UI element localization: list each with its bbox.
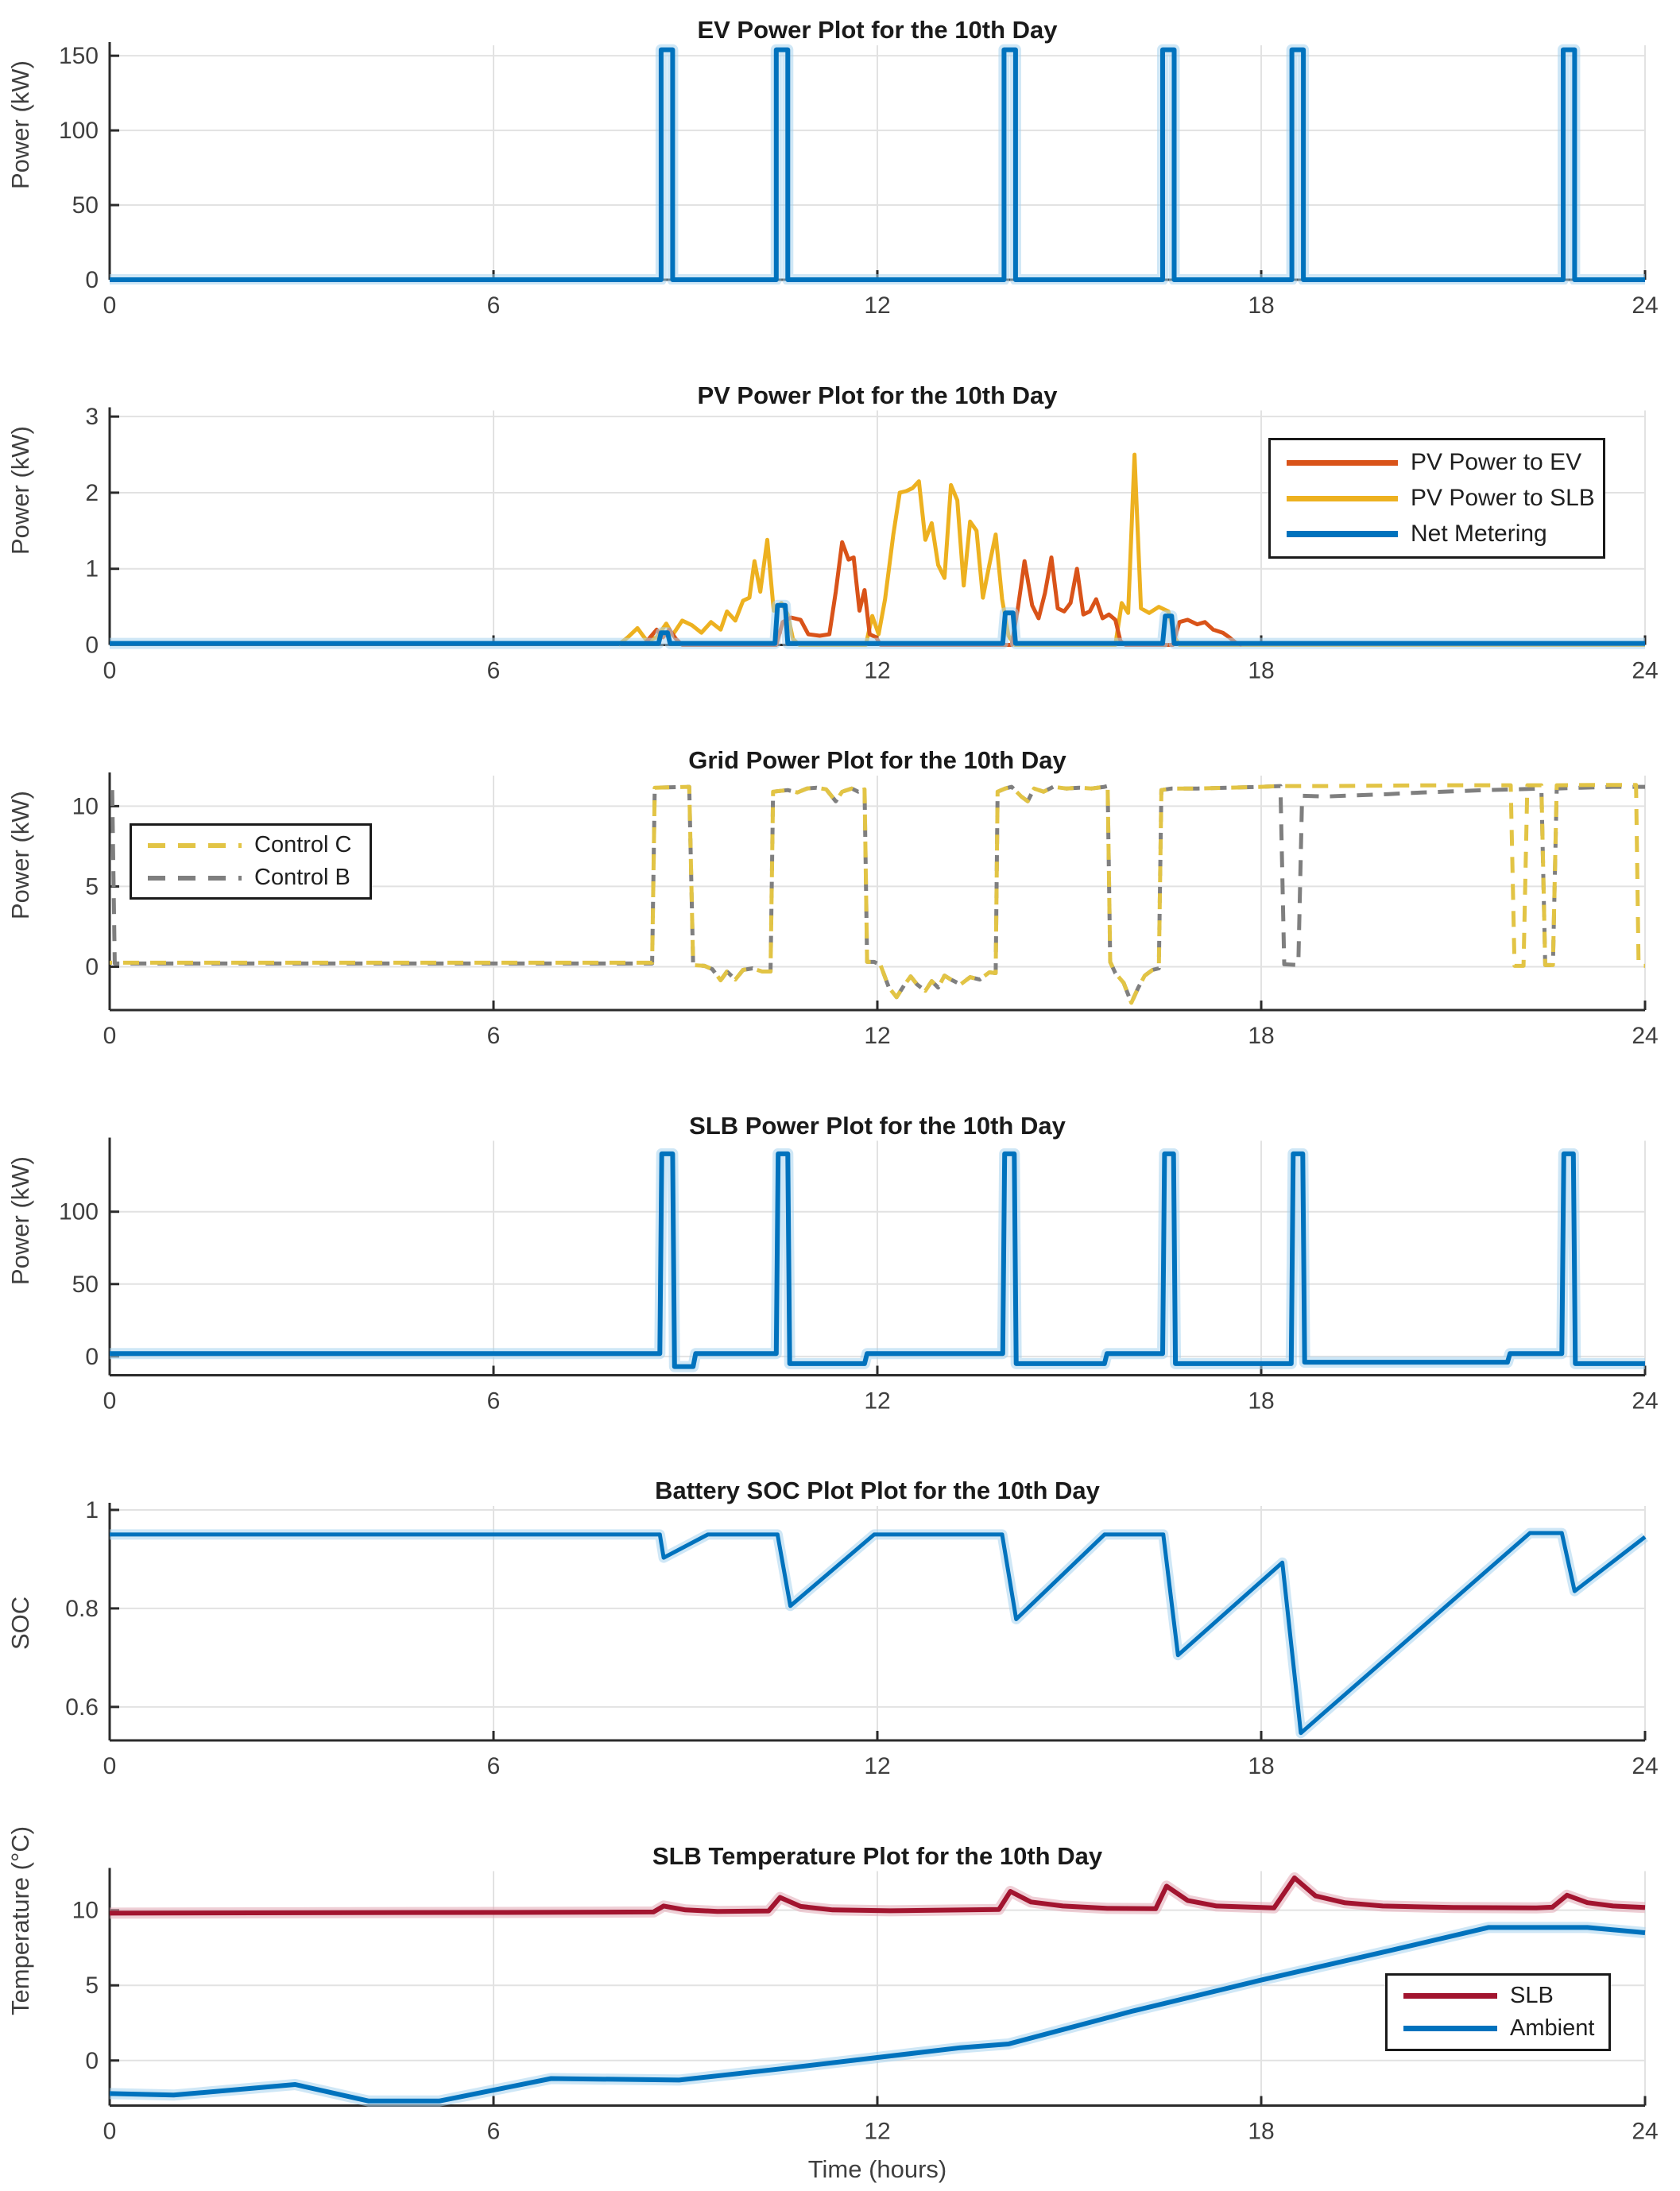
x-tick-label: 6 <box>486 1388 501 1415</box>
subplot-0 <box>59 42 1659 319</box>
y-tick-label: 0 <box>85 954 99 981</box>
y-tick-label: 100 <box>58 1198 99 1225</box>
y-tick-label: 0 <box>85 267 99 293</box>
x-tick-label: 12 <box>864 1388 891 1415</box>
y-axis-label-soc: SOC <box>6 1596 34 1650</box>
x-tick-label: 0 <box>103 1388 117 1415</box>
subplot-3 <box>59 1138 1659 1415</box>
legend-label: PV Power to SLB <box>1411 485 1595 511</box>
legend-label: Ambient <box>1510 2015 1595 2042</box>
y-tick-label: 150 <box>58 43 99 70</box>
y-tick-label: 0 <box>85 2047 99 2074</box>
x-tick-label: 18 <box>1248 1388 1275 1415</box>
x-tick-label: 24 <box>1632 1388 1659 1415</box>
legend-item-net-metering <box>1271 521 1603 548</box>
legend-item-control-b <box>132 865 370 891</box>
y-axis-label-power-3: Power (kW) <box>6 791 34 919</box>
x-tick-label: 0 <box>103 2118 117 2145</box>
y-axis-label-temperature: Temperature (°C) <box>6 1825 34 2015</box>
plot-title-slb-power: SLB Power Plot for the 10th Day <box>689 1112 1066 1140</box>
plot-title-battery-soc: Battery SOC Plot Plot for the 10th Day <box>655 1477 1100 1504</box>
legend-label: SLB <box>1510 1982 1554 2008</box>
x-tick-label: 12 <box>864 1023 891 1049</box>
x-tick-label: 24 <box>1632 2118 1659 2145</box>
x-tick-label: 18 <box>1248 2118 1275 2145</box>
legend-line-pv-power-to-slb <box>1287 496 1398 501</box>
legend-item-pv-power-to-ev <box>1271 449 1603 476</box>
x-tick-label: 18 <box>1248 657 1275 684</box>
y-tick-label: 3 <box>85 404 99 431</box>
x-tick-label: 0 <box>103 1753 117 1779</box>
x-tick-label: 18 <box>1248 1753 1275 1779</box>
y-tick-label: 1 <box>85 1496 99 1523</box>
y-axis-label-power-1: Power (kW) <box>6 60 34 189</box>
x-tick-label: 0 <box>103 292 117 319</box>
y-tick-label: 50 <box>72 1271 99 1298</box>
legend-item-slb <box>1388 1983 1608 2009</box>
x-tick-label: 18 <box>1248 292 1275 319</box>
legend-item-control-c <box>132 832 370 858</box>
x-axis-label-time: Time (hours) <box>807 2155 947 2183</box>
y-tick-label: 0 <box>85 632 99 659</box>
legend-label: Control B <box>254 865 350 890</box>
x-tick-label: 12 <box>864 657 891 684</box>
x-tick-label: 6 <box>486 1753 501 1779</box>
x-tick-label: 12 <box>864 2118 891 2145</box>
y-tick-label: 50 <box>72 192 99 219</box>
legend-label: Control C <box>254 832 352 857</box>
legend-line-pv-power-to-ev <box>1287 460 1398 466</box>
y-tick-label: 0.6 <box>65 1694 99 1721</box>
x-tick-label: 12 <box>864 292 891 319</box>
x-tick-label: 0 <box>103 1023 117 1049</box>
y-tick-label: 5 <box>85 1972 99 1999</box>
legend-line-net-metering <box>1287 531 1398 537</box>
x-tick-label: 24 <box>1632 657 1659 684</box>
legend-label: PV Power to EV <box>1411 449 1582 475</box>
y-tick-label: 1 <box>85 555 99 583</box>
x-tick-label: 24 <box>1632 292 1659 319</box>
series-line-PV Power to EV <box>644 542 1242 645</box>
x-tick-label: 12 <box>864 1753 891 1779</box>
x-tick-label: 6 <box>486 292 501 319</box>
y-tick-label: 10 <box>72 1897 99 1924</box>
x-tick-label: 6 <box>486 657 501 684</box>
x-tick-label: 24 <box>1632 1753 1659 1779</box>
legend-line-control-c <box>148 843 242 848</box>
plot-title-pv-power: PV Power Plot for the 10th Day <box>697 381 1058 409</box>
x-tick-label: 0 <box>103 657 117 684</box>
legend-item-pv-power-to-slb <box>1271 485 1603 512</box>
plot-title-ev-power: EV Power Plot for the 10th Day <box>697 16 1058 44</box>
y-tick-label: 100 <box>58 118 99 145</box>
y-tick-label: 2 <box>85 479 99 506</box>
plot-title-grid-power: Grid Power Plot for the 10th Day <box>688 746 1066 774</box>
subplot-2 <box>72 772 1659 1049</box>
legend-label: Net Metering <box>1411 521 1547 547</box>
legend-line-control-b <box>148 876 242 881</box>
y-tick-label: 0.8 <box>65 1595 99 1622</box>
x-tick-label: 18 <box>1248 1023 1275 1049</box>
legend-item-ambient <box>1388 2015 1608 2042</box>
subplot-4 <box>65 1497 1658 1779</box>
y-tick-label: 0 <box>85 1343 99 1370</box>
legend-line-slb <box>1403 1993 1497 1999</box>
y-axis-label-power-4: Power (kW) <box>6 1156 34 1285</box>
y-tick-label: 10 <box>72 793 99 820</box>
legend-slb-temperature <box>1385 1973 1611 2051</box>
y-axis-label-power-2: Power (kW) <box>6 426 34 555</box>
x-tick-label: 24 <box>1632 1023 1659 1049</box>
plot-title-slb-temperature: SLB Temperature Plot for the 10th Day <box>652 1842 1103 1870</box>
y-tick-label: 5 <box>85 873 99 900</box>
legend-line-ambient <box>1403 2026 1497 2031</box>
legend-grid-power <box>130 823 372 900</box>
legend-pv-power <box>1268 438 1605 559</box>
x-tick-label: 6 <box>486 2118 501 2145</box>
x-tick-label: 6 <box>486 1023 501 1049</box>
